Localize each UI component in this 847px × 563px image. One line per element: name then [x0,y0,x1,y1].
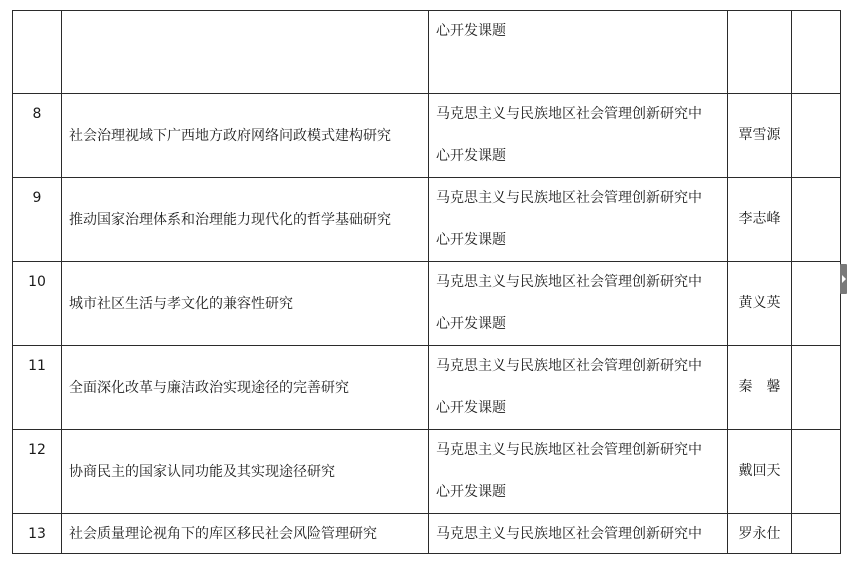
project-leader: 戴回天 [728,430,792,514]
project-unit [429,11,728,94]
project-unit [429,262,728,346]
unit-line-1: 马克思主义与民族地区社会管理创新研究中 [436,274,702,290]
project-title: 社会治理视域下广西地方政府网络问政模式建构研究 [62,94,429,178]
unit-line-1: 马克思主义与民族地区社会管理创新研究中 [436,190,702,206]
table-row [13,430,841,514]
unit-line-1: 马克思主义与民族地区社会管理创新研究中 [436,526,702,542]
unit-line-2: 心开发课题 [436,484,506,500]
project-unit [429,514,728,554]
project-title: 社会质量理论视角下的库区移民社会风险管理研究 [62,514,429,554]
project-unit [429,346,728,430]
empty-cell [792,430,841,514]
empty-cell [792,178,841,262]
row-number: 12 [13,430,62,514]
unit-line-1: 马克思主义与民族地区社会管理创新研究中 [436,106,702,122]
table-row [13,346,841,430]
table-row [13,94,841,178]
row-number: 13 [13,514,62,554]
empty-cell [792,514,841,554]
project-leader: 李志峰 [728,178,792,262]
unit-line-1: 马克思主义与民族地区社会管理创新研究中 [436,442,702,458]
empty-cell [792,346,841,430]
project-unit [429,430,728,514]
project-title: 推动国家治理体系和治理能力现代化的哲学基础研究 [62,178,429,262]
project-leader: 罗永仕 [728,514,792,554]
row-number: 8 [13,94,62,178]
table-row [13,178,841,262]
row-number [13,11,62,94]
project-title: 全面深化改革与廉洁政治实现途径的完善研究 [62,346,429,430]
table-row [13,514,841,554]
project-leader [728,11,792,94]
project-unit [429,94,728,178]
project-leader: 覃雪源 [728,94,792,178]
project-leader: 秦 馨 [728,346,792,430]
project-title [62,11,429,94]
empty-cell [792,94,841,178]
unit-line-2: 心开发课题 [436,23,506,39]
project-unit [429,178,728,262]
row-number: 10 [13,262,62,346]
unit-line-2: 心开发课题 [436,316,506,332]
project-title: 协商民主的国家认同功能及其实现途径研究 [62,430,429,514]
unit-line-1: 马克思主义与民族地区社会管理创新研究中 [436,358,702,374]
unit-line-2: 心开发课题 [436,400,506,416]
unit-line-2: 心开发课题 [436,232,506,248]
unit-line-2: 心开发课题 [436,148,506,164]
row-number: 11 [13,346,62,430]
row-number: 9 [13,178,62,262]
table-row [13,262,841,346]
table-row [13,11,841,94]
project-title: 城市社区生活与孝文化的兼容性研究 [62,262,429,346]
empty-cell [792,262,841,346]
project-leader: 黄义英 [728,262,792,346]
project-table [12,10,841,554]
scroll-handle-icon[interactable] [840,264,847,294]
empty-cell [792,11,841,94]
